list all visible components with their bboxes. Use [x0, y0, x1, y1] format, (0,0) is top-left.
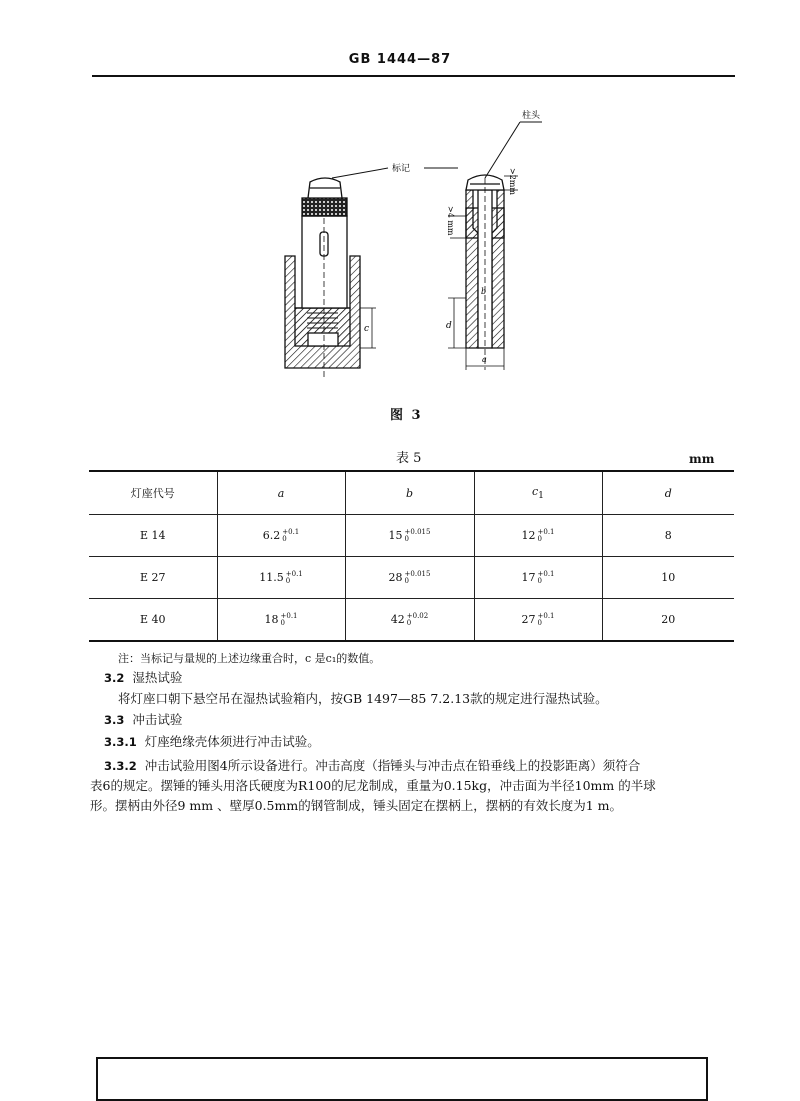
header-rule	[92, 75, 735, 77]
section-3-3-heading	[104, 710, 182, 730]
cell-b-tolerance: +0.015 0	[404, 569, 431, 585]
left-gauge-drawing	[285, 168, 458, 378]
cell-c-value: 27	[521, 612, 536, 626]
cell-d: 10	[602, 557, 734, 599]
table-header-row	[89, 471, 734, 515]
cell-b-value: 28	[388, 570, 403, 584]
cell-b-value: 42	[390, 612, 405, 626]
cell-a-tolerance: +0.1 0	[282, 527, 300, 543]
cell-c-tolerance: +0.1 0	[537, 569, 555, 585]
cell-a-value: 11.5	[259, 570, 284, 584]
section-text: 冲击试验用图4所示设备进行。冲击高度（指锤头与冲击点在铅垂线上的投影距离）须符合	[144, 758, 641, 773]
table-note: 注：当标记与量规的上述边缘重合时，c 是c₁的数值。	[118, 652, 381, 665]
section-number: 3.2	[104, 671, 125, 685]
cell-c-value: 17	[521, 570, 536, 584]
section-number: 3.3	[104, 713, 125, 727]
section-3-3-2-line-3: 形。摆柄由外径9 mm 、壁厚0.5mm的钢管制成，锤头固定在摆柄上，摆柄的有效长度为1 m。	[90, 798, 622, 813]
label-post: 柱头	[522, 111, 541, 121]
table-row	[89, 557, 734, 599]
cell-a	[217, 599, 345, 642]
cell-b	[345, 599, 474, 642]
cell-a-tolerance: +0.1 0	[285, 569, 303, 585]
cell-b-tolerance: +0.02 0	[406, 611, 429, 627]
col-header-a: a	[217, 471, 345, 515]
col-header-c	[474, 471, 602, 515]
section-3-3-1	[104, 732, 320, 752]
section-number: 3.3.1	[104, 735, 137, 749]
section-text: 灯座绝缘壳体须进行冲击试验。	[144, 734, 320, 749]
section-3-2-text: 将灯座口朝下悬空吊在湿热试验箱内，按GB 1497—85 7.2.13款的规定进行湿热试验。	[118, 691, 608, 706]
cell-a	[217, 557, 345, 599]
cell-c	[474, 557, 602, 599]
cell-a	[217, 515, 345, 557]
table-unit: mm	[689, 452, 715, 466]
cell-a-value: 6.2	[262, 528, 281, 542]
cell-code: E 27	[89, 557, 217, 599]
section-3-2-heading	[104, 668, 182, 688]
section-number: 3.3.2	[104, 759, 137, 773]
cell-b-value: 15	[388, 528, 403, 542]
cell-b	[345, 515, 474, 557]
section-title: 冲击试验	[132, 712, 183, 727]
cell-d: 20	[602, 599, 734, 642]
section-title: 湿热试验	[132, 670, 183, 685]
cell-a-value: 18	[264, 612, 279, 626]
right-gauge-drawing	[448, 122, 542, 370]
cell-c	[474, 599, 602, 642]
cell-b-tolerance: +0.015 0	[404, 527, 431, 543]
footer-frame	[96, 1057, 708, 1101]
page-header: GB 1444—87	[348, 52, 452, 67]
figure-caption: 图 3	[390, 408, 423, 423]
col-header-c-subscript: 1	[538, 490, 544, 502]
cell-c-tolerance: +0.1 0	[537, 611, 555, 627]
cell-code: E 40	[89, 599, 217, 642]
label-b: b	[481, 287, 487, 296]
cell-c-tolerance: +0.1 0	[537, 527, 555, 543]
label-c: c	[364, 324, 370, 334]
col-header-b: b	[345, 471, 474, 515]
label-gt4mm: >4 mm	[446, 206, 455, 236]
table-row	[89, 515, 734, 557]
cell-code: E 14	[89, 515, 217, 557]
label-gt2mm: >2mm	[508, 168, 517, 195]
table-title: 表 5	[396, 451, 422, 466]
label-d: d	[446, 321, 452, 331]
col-header-c-letter: c	[532, 484, 539, 498]
section-3-3-2-line-1	[104, 756, 640, 776]
cell-a-tolerance: +0.1 0	[280, 611, 298, 627]
col-header-d: d	[602, 471, 734, 515]
cell-c	[474, 515, 602, 557]
cell-d: 8	[602, 515, 734, 557]
figure-3-drawing	[270, 108, 570, 388]
label-a: a	[482, 355, 487, 364]
table-row	[89, 599, 734, 642]
label-mark: 标记	[392, 164, 411, 174]
cell-c-value: 12	[521, 528, 536, 542]
col-header-code: 灯座代号	[89, 471, 217, 515]
spec-table	[89, 470, 734, 642]
section-3-3-2-line-2: 表6的规定。摆锤的锤头用洛氏硬度为R100的尼龙制成，重量为0.15kg，冲击面为半径10mm 的半球	[90, 778, 656, 793]
cell-b	[345, 557, 474, 599]
